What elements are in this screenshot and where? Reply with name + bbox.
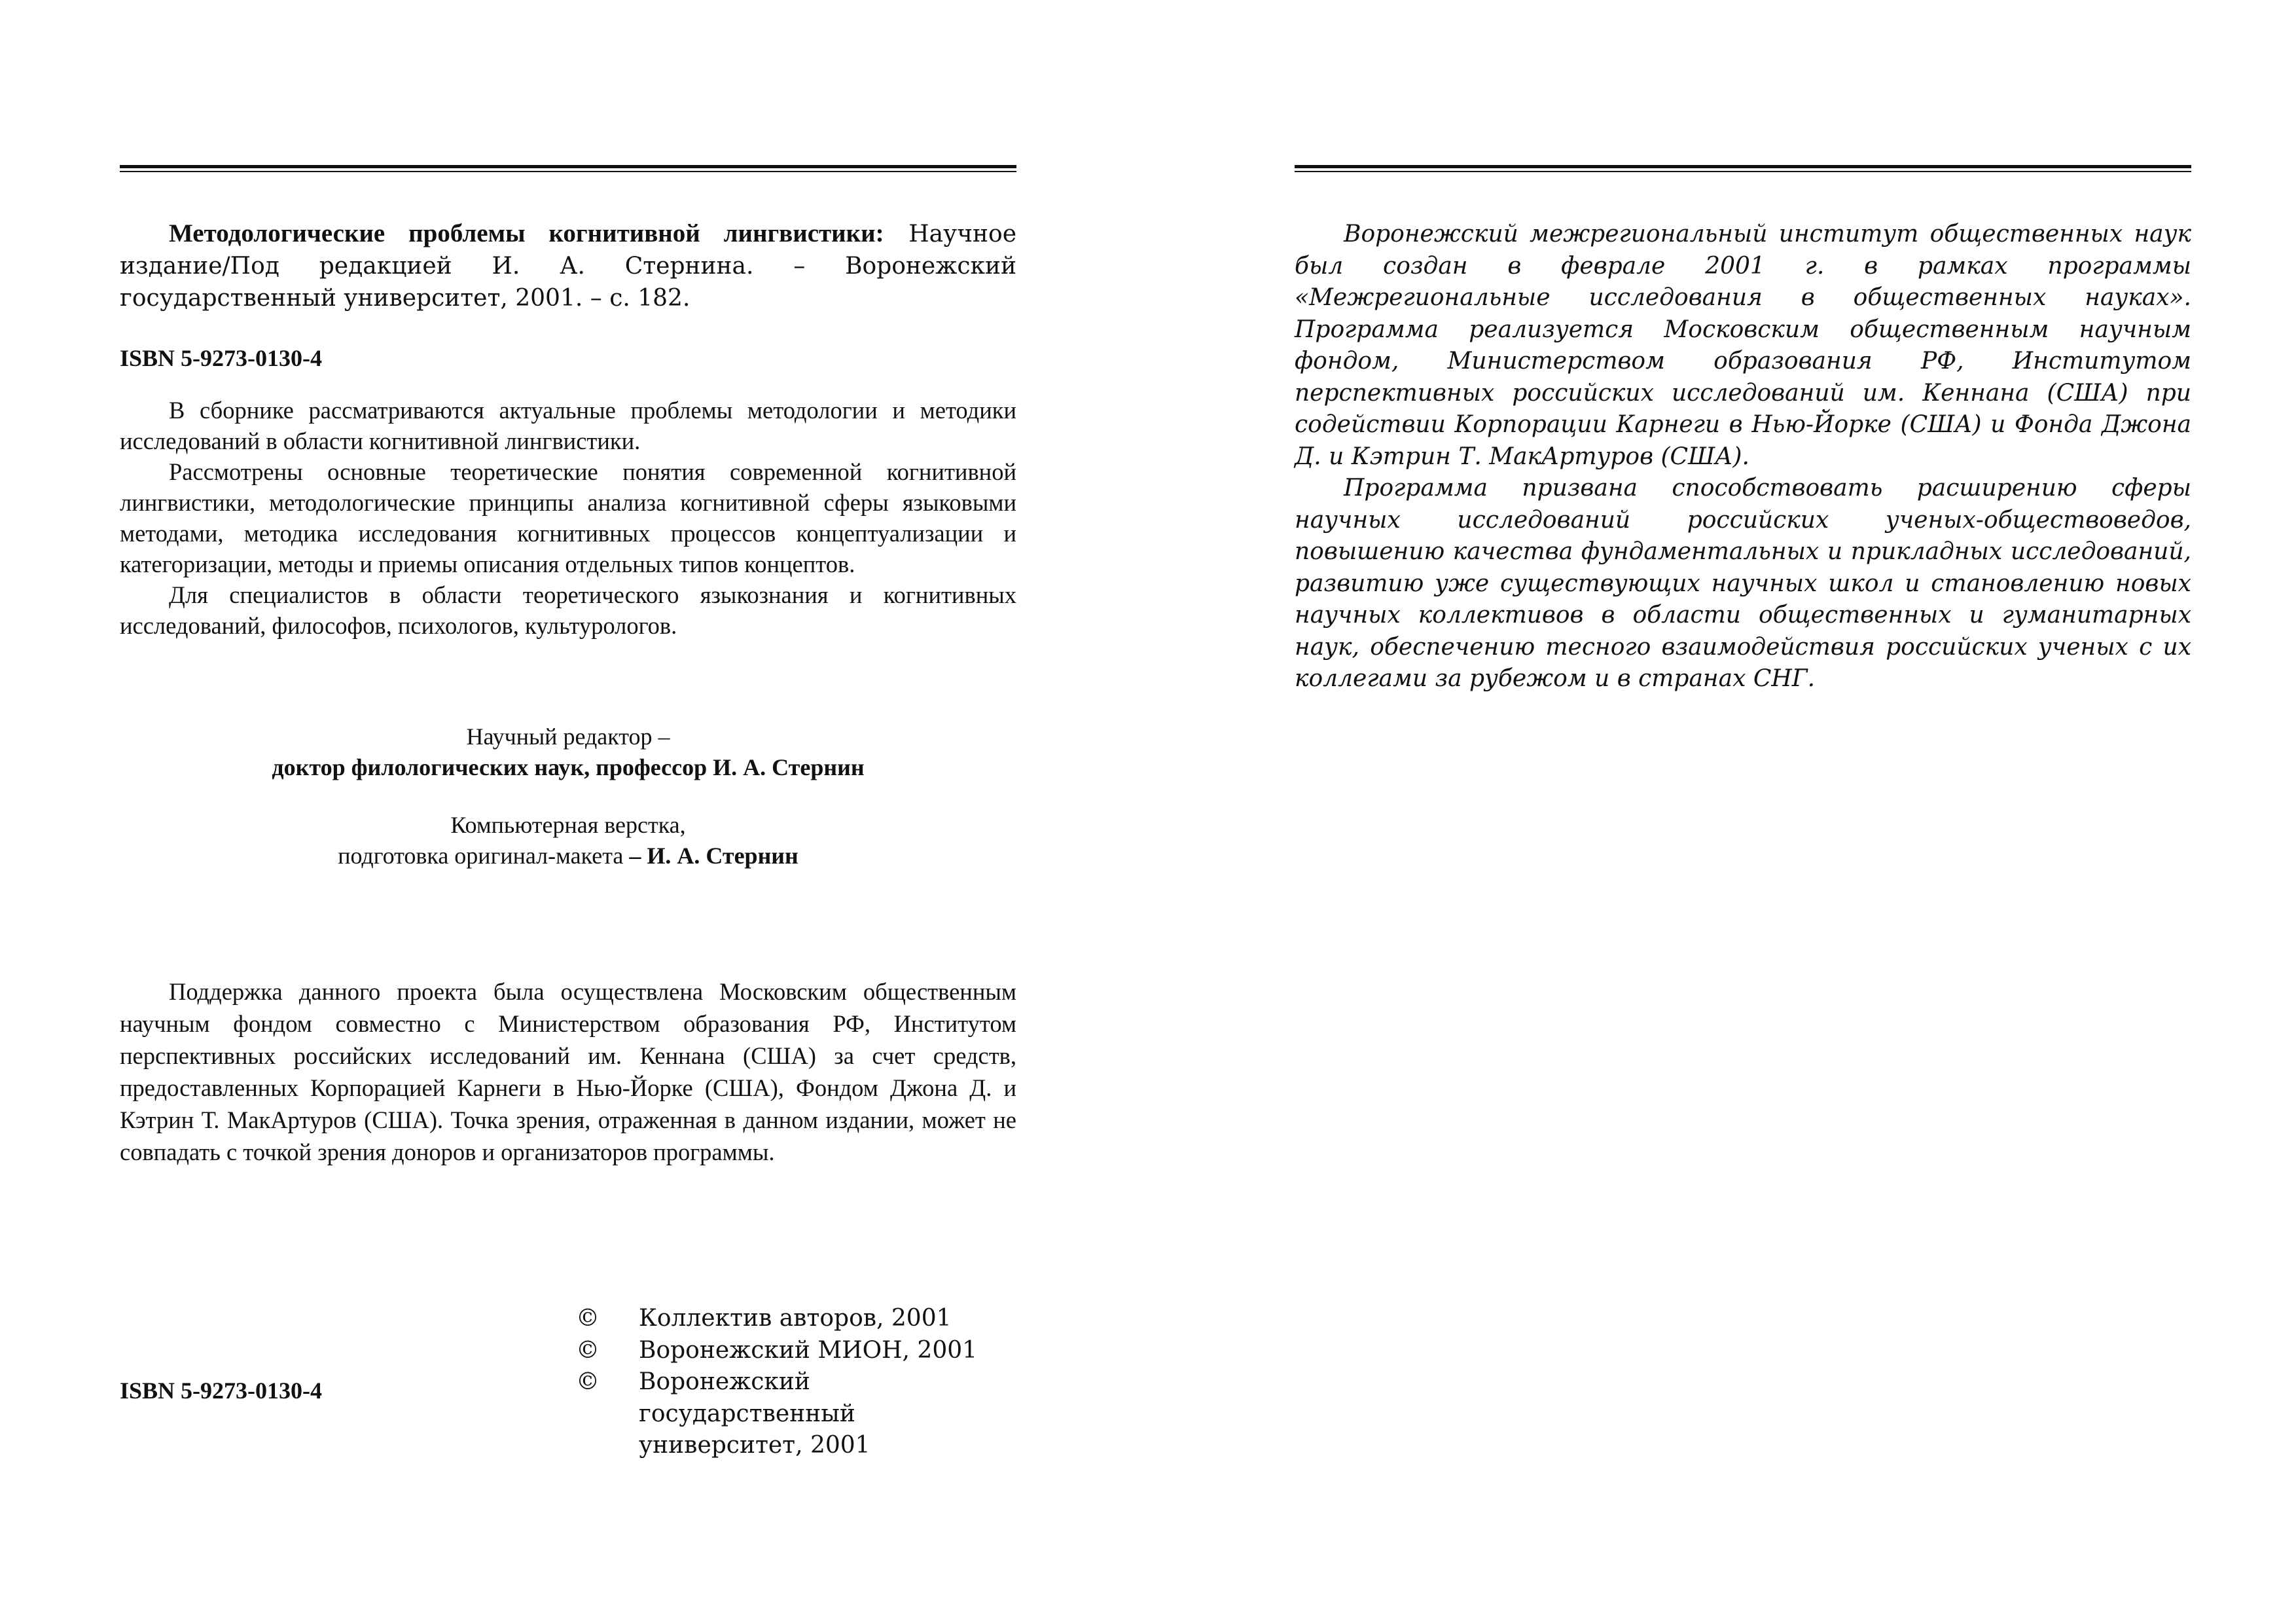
book-title: Методологические проблемы когнитивной лингвистики:	[169, 219, 884, 247]
editor-name: доктор филологических наук, профессор И. А. Стернин	[272, 754, 865, 780]
institute-description	[1295, 219, 2191, 695]
copyright-icon: ©	[576, 1368, 600, 1395]
top-rule	[1295, 165, 2191, 173]
thin-line	[120, 171, 1016, 172]
copyright-list	[576, 1303, 1034, 1462]
copyright-icon: ©	[576, 1305, 600, 1332]
isbn-top: ISBN 5-9273-0130-4	[120, 345, 323, 371]
institute-paragraph: Воронежский межрегиональный институт общественных наук был создан в феврале 2001 г. в рамках программы «Межрегиональные исследования в общественных науках». Программа реализуется Московским общественным научным фондом, Министерством образования РФ, Институтом перспективных российских исследований им. Кеннана (США) при содействии Корпорации Карнеги в Нью-Йорке (США) и Фонда Джона Д. и Кэтрин Т. МакАртуров (США).	[1295, 221, 2191, 470]
support-notice	[120, 976, 1016, 1168]
book-details: Научное издание/Под редакцией И. А. Стернина. – Воронежский государственный университет, 2001. – с. 182.	[120, 221, 1016, 312]
abstract	[120, 395, 1016, 641]
layout-credit	[120, 810, 1016, 871]
copyright-item	[576, 1335, 1034, 1367]
copyright-item	[576, 1303, 1034, 1335]
abstract-paragraph: Рассмотрены основные теоретические понятия современной когнитивной лингвистики, методологические принципы анализа когнитивной сферы языковыми методами, методика исследования когнитивных процессов концептуализации и категоризации, методы и приемы описания отдельных типов концептов.	[120, 458, 1016, 577]
copyright-item	[576, 1366, 1034, 1462]
copyright-text: Воронежский МИОН, 2001	[639, 1336, 978, 1364]
copyright-icon: ©	[576, 1336, 600, 1364]
copyright-text: Воронежский государственный университет, 2001	[639, 1368, 870, 1459]
bibliographic-description	[120, 217, 1016, 314]
layout-name: И. А. Стернин	[647, 843, 798, 869]
isbn-bottom: ISBN 5-9273-0130-4	[120, 1377, 323, 1404]
institute-paragraph: Программа призвана способствовать расширению сферы научных исследований российских ученых-обществоведов, повышению качества фундаментальных и прикладных исследований, развитию уже существующих научных школ и становлению новых научных коллективов в области общественных и гуманитарных наук, обеспечению тесного взаимодействия российских ученых с их коллегами за рубежом и в странах СНГ.	[1295, 475, 2191, 692]
layout-label-2: подготовка оригинал-макета	[338, 843, 624, 869]
layout-label: Компьютерная верстка,	[450, 812, 686, 838]
thin-line	[1295, 171, 2191, 172]
editor-credit	[120, 721, 1016, 783]
thick-line	[120, 165, 1016, 168]
editor-label: Научный редактор –	[466, 723, 670, 750]
copyright-text: Коллектив авторов, 2001	[639, 1305, 952, 1332]
right-page	[1148, 0, 2296, 1623]
support-text: Поддержка данного проекта была осуществлена Московским общественным научным фондом совместно с Министерством образования РФ, Институтом перспективных российских исследований им. Кеннана (США) за счет средств, предоставленных Корпорацией Карнеги в Нью-Йорке (США), Фондом Джона Д. и Кэтрин Т. МакАртуров (США). Точка зрения, отраженная в данном издании, может не совпадать с точкой зрения доноров и организаторов программы.	[120, 978, 1016, 1165]
layout-line	[120, 841, 1016, 871]
top-rule	[120, 165, 1016, 173]
abstract-paragraph: Для специалистов в области теоретического языкознания и когнитивных исследований, философов, психологов, культурологов.	[120, 581, 1016, 639]
layout-dash: –	[629, 843, 641, 869]
abstract-paragraph: В сборнике рассматриваются актуальные проблемы методологии и методики исследований в области когнитивной лингвистики.	[120, 397, 1016, 454]
thick-line	[1295, 165, 2191, 168]
